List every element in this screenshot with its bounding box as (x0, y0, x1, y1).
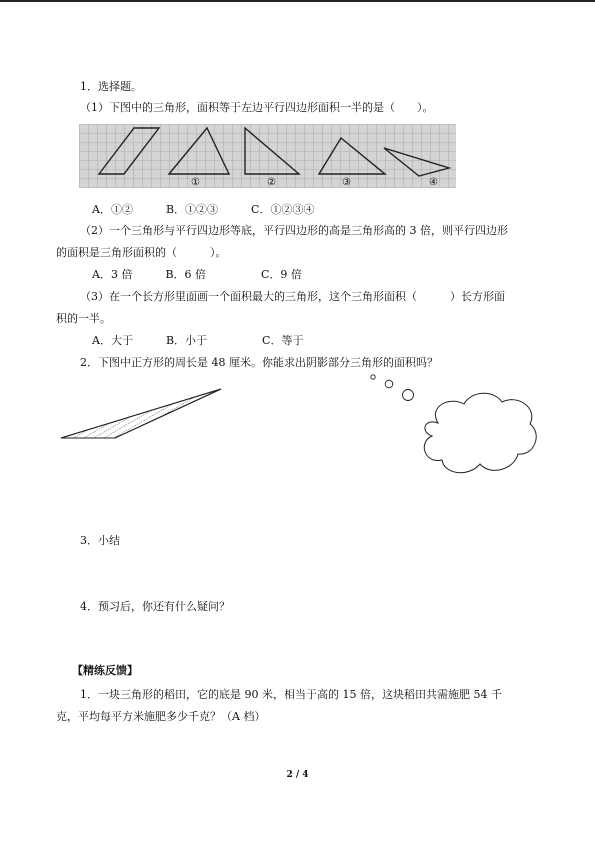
figure-label-3: ③ (342, 177, 351, 188)
page-number: 2 / 4 (286, 770, 309, 780)
feedback-p1-line2: 克，平均每平方米施肥多少千克？（A 档） (56, 710, 266, 723)
q1-sub2-stem-line1: （2）一个三角形与平行四边形等底，平行四边形的高是三角形高的 3 倍，则平行四边形 (80, 224, 508, 237)
shaded-triangle-figure (55, 385, 225, 445)
thought-bubble-large (403, 390, 414, 401)
grid-figure (79, 124, 456, 188)
q1-title: 1．选择题。 (80, 80, 142, 93)
triangle-outline (61, 389, 221, 438)
q1-sub2-options: A．3 倍 B．6 倍 C．9 倍 (92, 268, 302, 281)
feedback-p1-line1: 1．一块三角形的稻田，它的底是 90 米，相当于高的 15 倍，这块稻田共需施肥 54 千 (80, 688, 502, 701)
q3-text: 3．小结 (80, 534, 120, 547)
figure-label-2: ② (267, 177, 276, 188)
figure-label-4: ④ (429, 177, 438, 188)
q1-sub3-stem-line1: （3）在一个长方形里面画一个面积最大的三角形，这个三角形面积（ ）长方形面 (80, 290, 505, 303)
q1-sub3-stem-line2: 积的一半。 (56, 312, 111, 325)
thought-bubble-medium (385, 380, 393, 388)
q1-sub3-options: A．大于 B．小于 C．等于 (92, 334, 304, 347)
feedback-heading: 【精练反馈】 (72, 664, 138, 677)
q1-sub2-stem-line2: 的面积是三角形面积的（ ）。 (56, 246, 227, 259)
q4-text: 4．预习后，你还有什么疑问？ (80, 600, 230, 613)
thought-cloud (368, 368, 543, 483)
thought-bubble-small (371, 375, 375, 379)
figure-label-1: ① (191, 177, 200, 188)
q1-sub1-stem: （1）下图中的三角形，面积等于左边平行四边形面积一半的是（ ）。 (80, 101, 434, 114)
q2-text: 2．下图中正方形的周长是 48 厘米。你能求出阴影部分三角形的面积吗？ (80, 356, 438, 369)
q1-sub1-options: A．①② B．①②③ C．①②③④ (92, 203, 315, 216)
top-rule (0, 0, 595, 2)
cloud-outline (424, 393, 536, 472)
